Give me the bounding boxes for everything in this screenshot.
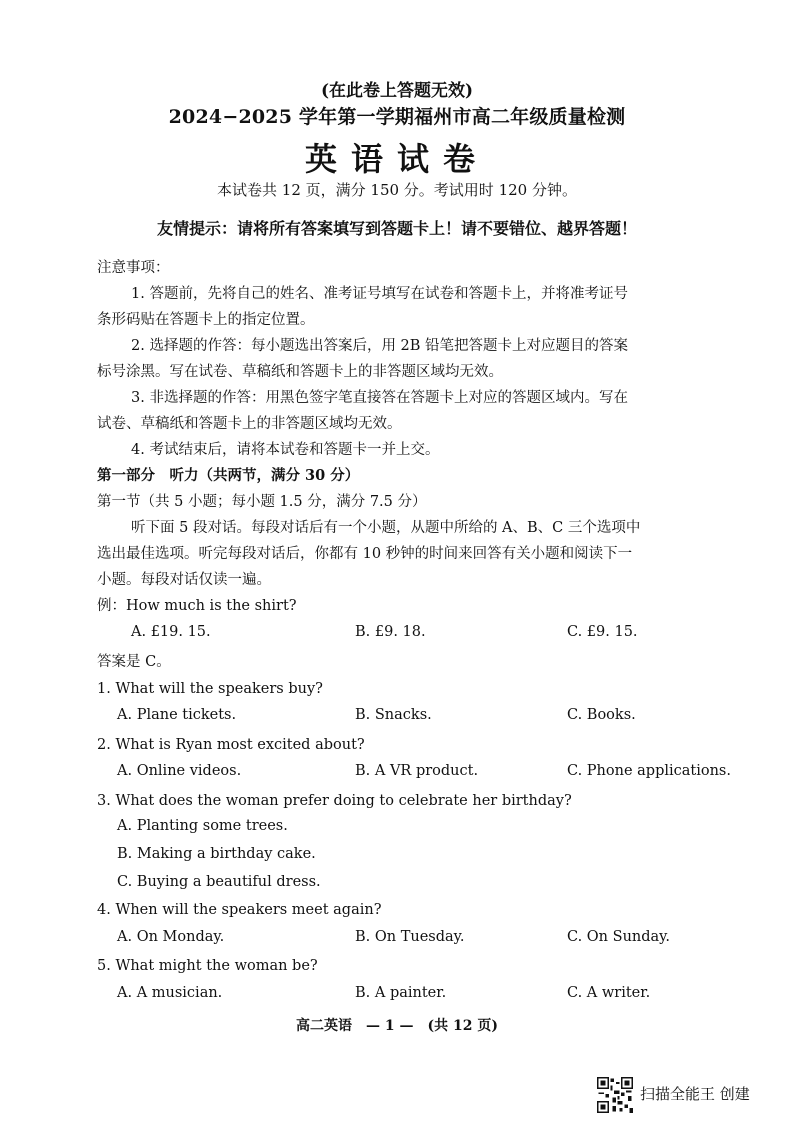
instruction-line-2: 选出最佳选项。听完每段对话后，你都有 10 秒钟的时间来回答有关小题和阅读下一 xyxy=(97,546,633,562)
example-option-a: A. £19. 15. xyxy=(131,624,211,640)
question-5: 5. What might the woman be? xyxy=(97,958,318,974)
question-3: 3. What does the woman prefer doing to celebrate her birthday? xyxy=(97,793,572,809)
notes-heading: 注意事项： xyxy=(97,260,170,276)
q4-option-a: A. On Monday. xyxy=(117,929,225,945)
example-answer: 答案是 C。 xyxy=(97,654,171,670)
q2-option-b: B. A VR product. xyxy=(355,763,479,779)
question-1: 1. What will the speakers buy? xyxy=(97,681,323,697)
q5-option-c: C. A writer. xyxy=(567,985,651,1001)
q2-option-a: A. Online videos. xyxy=(117,763,242,779)
friendly-tip: 友情提示：请将所有答案填写到答题卡上！请不要错位、越界答题！ xyxy=(156,219,637,238)
example-option-b: B. £9. 18. xyxy=(355,624,426,640)
q5-option-b: B. A painter. xyxy=(355,985,447,1001)
subject-title: 英语试卷 xyxy=(304,140,489,178)
note-2-line-1: 2. 选择题的作答：每小题选出答案后，用 2B 铅笔把答题卡上对应题目的答案 xyxy=(131,338,629,354)
q1-option-c: C. Books. xyxy=(567,707,636,723)
q1-option-a: A. Plane tickets. xyxy=(117,707,237,723)
instruction-line-1: 听下面 5 段对话。每段对话后有一个小题，从题中所给的 A、B、C 三个选项中 xyxy=(131,520,641,536)
invalid-answer-notice: (在此卷上答题无效) xyxy=(320,81,474,101)
q3-option-c: C. Buying a beautiful dress. xyxy=(117,874,321,890)
note-1-line-1: 1. 答题前，先将自己的姓名、准考证号填写在试卷和答题卡上，并将准考证号 xyxy=(131,286,628,302)
page-footer: 高二英语 — 1 — (共 12 页) xyxy=(296,1018,498,1034)
note-3-line-2: 试卷、草稿纸和答题卡上的非答题区域均无效。 xyxy=(97,416,402,432)
exam-title: 2024−2025 学年第一学期福州市高二年级质量检测 xyxy=(168,106,626,128)
q2-option-c: C. Phone applications. xyxy=(567,763,731,779)
example-question: 例：How much is the shirt? xyxy=(97,598,297,614)
exam-info: 本试卷共 12 页，满分 150 分。考试用时 120 分钟。 xyxy=(217,181,577,199)
question-2: 2. What is Ryan most excited about? xyxy=(97,737,365,753)
section1-heading: 第一节（共 5 小题；每小题 1.5 分，满分 7.5 分） xyxy=(97,494,427,510)
note-1-line-2: 条形码贴在答题卡上的指定位置。 xyxy=(97,312,315,328)
q4-option-b: B. On Tuesday. xyxy=(355,929,465,945)
question-4: 4. When will the speakers meet again? xyxy=(97,902,382,918)
q4-option-c: C. On Sunday. xyxy=(567,929,671,945)
note-3-line-1: 3. 非选择题的作答：用黑色签字笔直接答在答题卡上对应的答题区域内。写在 xyxy=(131,390,628,406)
note-4: 4. 考试结束后，请将本试卷和答题卡一并上交。 xyxy=(131,442,440,458)
scanner-watermark-text: 扫描全能王 创建 xyxy=(640,1085,750,1103)
q5-option-a: A. A musician. xyxy=(117,985,223,1001)
q3-option-a: A. Planting some trees. xyxy=(117,818,288,834)
instruction-line-3: 小题。每段对话仅读一遍。 xyxy=(97,572,271,588)
note-2-line-2: 标号涂黑。写在试卷、草稿纸和答题卡上的非答题区域均无效。 xyxy=(97,364,503,380)
example-option-c: C. £9. 15. xyxy=(567,624,638,640)
part1-heading: 第一部分 听力（共两节，满分 30 分） xyxy=(97,467,360,484)
q1-option-b: B. Snacks. xyxy=(355,707,432,723)
q3-option-b: B. Making a birthday cake. xyxy=(117,846,316,862)
qr-code-icon xyxy=(597,1077,633,1113)
